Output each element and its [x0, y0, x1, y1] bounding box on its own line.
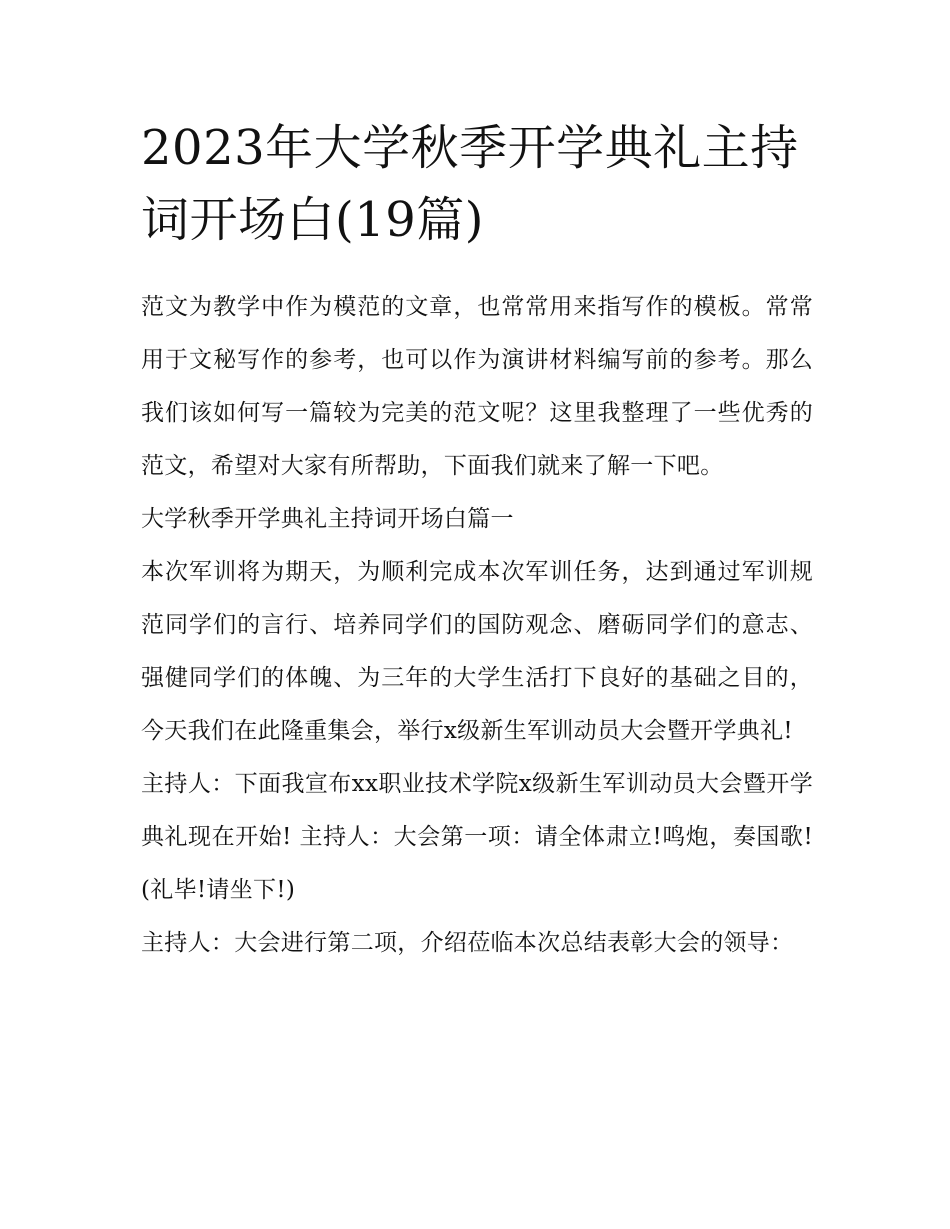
intro-paragraph: 范文为教学中作为模范的文章，也常常用来指写作的模板。常常用于文秘写作的参考，也可以作为演讲材料编写前的参考。那么我们该如何写一篇较为完美的范文呢？这里我整理了一些优秀的范文，希望对大家有所帮助，下面我们就来了解一下吧。	[141, 294, 813, 479]
document-body	[141, 112, 813, 970]
body-paragraph: 主持人：大会进行第二项，介绍莅临本次总结表彰大会的领导：	[141, 930, 794, 956]
document-title: 2023年大学秋季开学典礼主持词开场白(19篇)	[141, 120, 799, 248]
section-heading: 大学秋季开学典礼主持词开场白篇一	[141, 506, 514, 532]
body-paragraph: 主持人：下面我宣布xx职业技术学院x级新生军训动员大会暨开学典礼现在开始! 主持人：大会第一项：请全体肃立!鸣炮，奏国歌! (礼毕!请坐下!)	[141, 771, 813, 903]
body-paragraph: 本次军训将为期天，为顺利完成本次军训任务，达到通过军训规范同学们的言行、培养同学们的国防观念、磨砺同学们的意志、强健同学们的体魄、为三年的大学生活打下良好的基础之目的，今天我们在此隆重集会，举行x级新生军训动员大会暨开学典礼!	[141, 559, 813, 744]
